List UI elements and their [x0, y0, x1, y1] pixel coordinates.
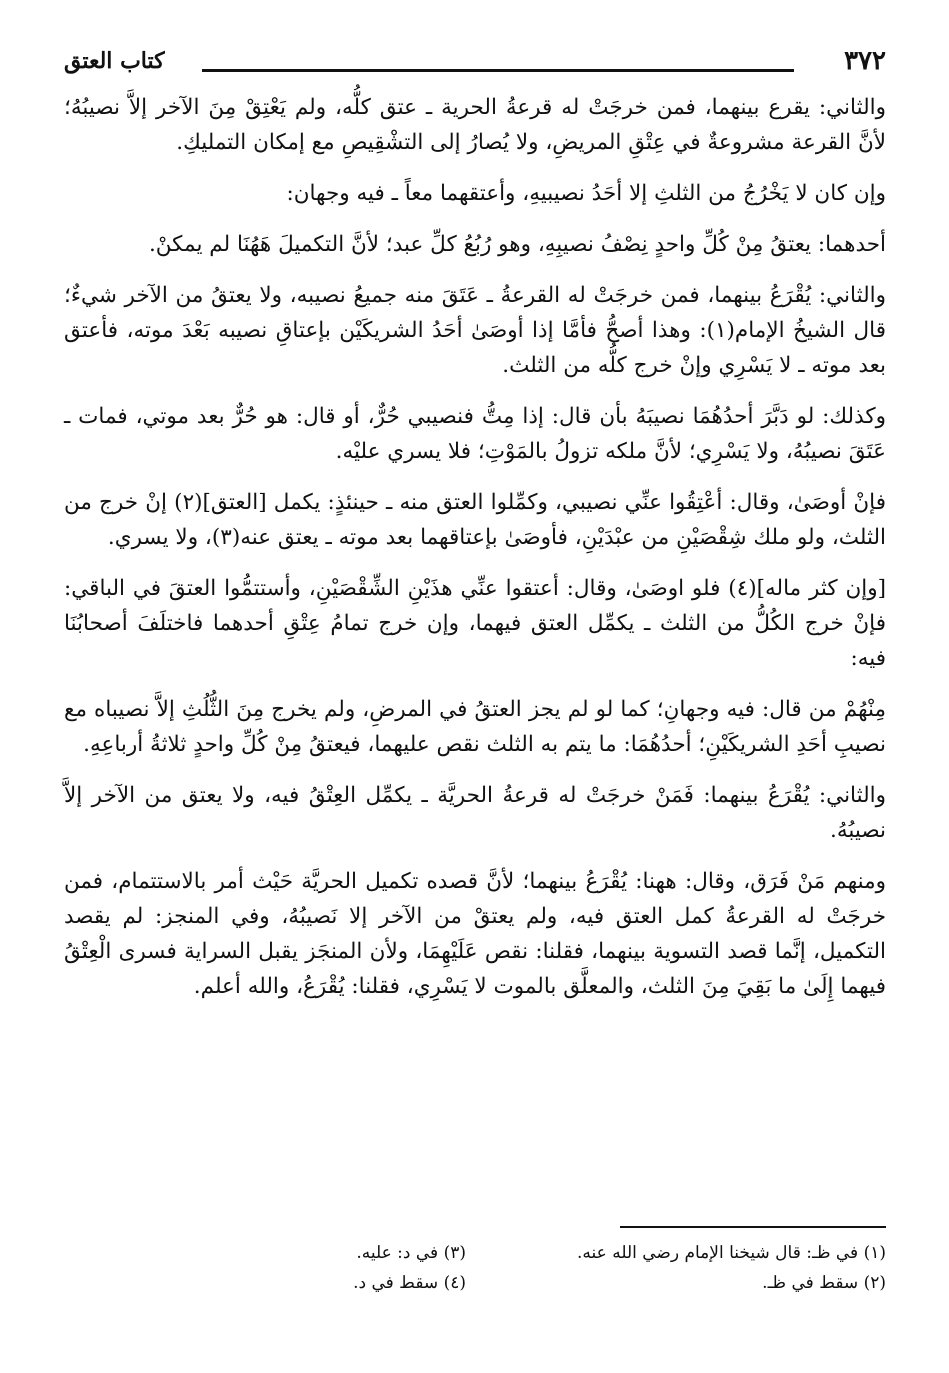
paragraph: [وإن كثر ماله](٤) فلو اوصَىٰ، وقال: أعتقوا عنِّي هذَيْنِ الشِّقْصَيْنِ، وأستتمُّوا العتقَ في الباقي: فإنْ خرج الكُلُّ من الثلث ـ يكمِّل العتق فيهما، وإن خرج تمامُ عِتْقِ أحدهما فاختلَفَ أصحابُنَا فيه: [64, 576, 886, 671]
paragraph: ومنهم مَنْ فَرَق، وقال: ههنا: يُقْرَعُ بينهما؛ لأنَّ قصده تكميل الحريَّة حَيْث أمر بالاستتمام، فمن خرجَتْ له القرعةُ كمل العتق فيه، ولم يعتقْ من الآخر إلا نَصيبُهُ، وفي المنجز: لم يقصد التكميل، إنَّما قصد التسوية بينهما، فقلنا: نقص عَلَيْهِمَا، ولأن المنجَز يقبل السراية فسرى الْعِتْقُ فيهما إِلَىٰ ما بَقِيَ مِنَ الثلث، والمعلَّق بالموت لا يَسْرِي، فقلنا: يُقْرَعُ، والله أعلم. [64, 869, 886, 999]
paragraph: والثاني: يقرع بينهما، فمن خرجَتْ له قرعةُ الحرية ـ عتق كلُّه، ولم يَعْتِقْ مِنَ الآخر إلاَّ نصيبُهُ؛ لأنَّ القرعة مشروعةٌ في عِتْقِ المريضِ، ولا يُصارُ إلى التشْقِيصِ مع إمكان التمليكِ. [64, 95, 886, 155]
running-title: كتاب العتق [64, 48, 165, 74]
footnote: (١) في ظـ: قال شيخنا الإمام رضي الله عنه. [577, 1243, 886, 1263]
paragraph: وإن كان لا يَخْرُجُ من الثلثِ إلا أحَدُ نصيبيهِ، وأعتقهما معاً ـ فيه وجهان: [286, 181, 886, 206]
paragraph: مِنْهُمْ من قال: فيه وجهانِ؛ كما لو لم يجز العتقُ في المرضِ، ولم يخرج مِنَ الثُّلُثِ إلاَّ نصيباه مع نصيبِ أحَدِ الشريكَيْنِ؛ أحدُهُمَا: ما يتم به الثلث نقص عليهما، فيعتقُ مِنْ كُلِّ واحدٍ ثلاثةُ أرباعِهِ. [64, 697, 886, 757]
paragraph: فإنْ أوصَىٰ، وقال: أعْتِقُوا عنِّي نصيبي، وكمِّلوا العتق منه ـ حينئذٍ: يكمل [العتق](٢) إنْ خرج من الثلث، ولو ملك شِقْصَيْنِ من عبْدَيْنِ، فأوصَىٰ بإعتاقهما بعد موته ـ يعتق عنه(٣)، ولا يسري. [64, 490, 886, 550]
paragraph: أحدهما: يعتقُ مِنْ كُلِّ واحدٍ نِصْفُ نصيبِهِ، وهو رُبُعُ كلِّ عبد؛ لأنَّ التكميلَ هَهُنَا لم يمكنْ. [148, 232, 886, 257]
footnote-column [486, 1238, 886, 1298]
paragraph: وكذلك: لو دَبَّرَ أحدُهُمَا نصيبَهُ بأن قال: إذا مِتُّ فنصيبي حُرٌّ، أو قال: هو حُرٌّ بعد موتي، فمات ـ عَتَقَ نصيبُهُ، ولا يَسْرِي؛ لأنَّ ملكه تزولُ بالمَوْتِ؛ فلا يسري عليْه. [64, 404, 886, 464]
footnote: (٣) في د: عليه. [356, 1243, 466, 1263]
page-number: ٣٧٢ [844, 46, 886, 76]
paragraph: والثاني: يُقْرَعُ بينهما، فمن خرجَتْ له القرعةُ ـ عَتَقَ منه جميعُ نصيبه، ولا يعتقُ من الآخر شيءٌ؛ قال الشيخُ الإمام(١): وهذا أصحُّ فأمَّا إذا أوصَىٰ أحَدُ الشريكَيْن بإعتاقِ نصيبه بَعْدَ موته، فأعتق بعد موته ـ لا يَسْرِي وإنْ خرج كلُّه من الثلث. [64, 283, 886, 378]
footnote-rule [620, 1226, 886, 1228]
paragraph: والثاني: يُقْرَعُ بينهما: فَمَنْ خرجَتْ له قرعةُ الحريَّة ـ يكمِّل العِتْقُ فيه، ولا يعتق من الآخر إلاَّ نصيبُهُ. [64, 783, 886, 843]
footnote: (٢) سقط في ظـ. [762, 1273, 886, 1293]
main-text [64, 90, 886, 1020]
footnote: (٤) سقط في د. [353, 1273, 466, 1293]
page-header [64, 46, 886, 86]
header-rule [202, 69, 794, 72]
footnote-column [166, 1238, 466, 1298]
